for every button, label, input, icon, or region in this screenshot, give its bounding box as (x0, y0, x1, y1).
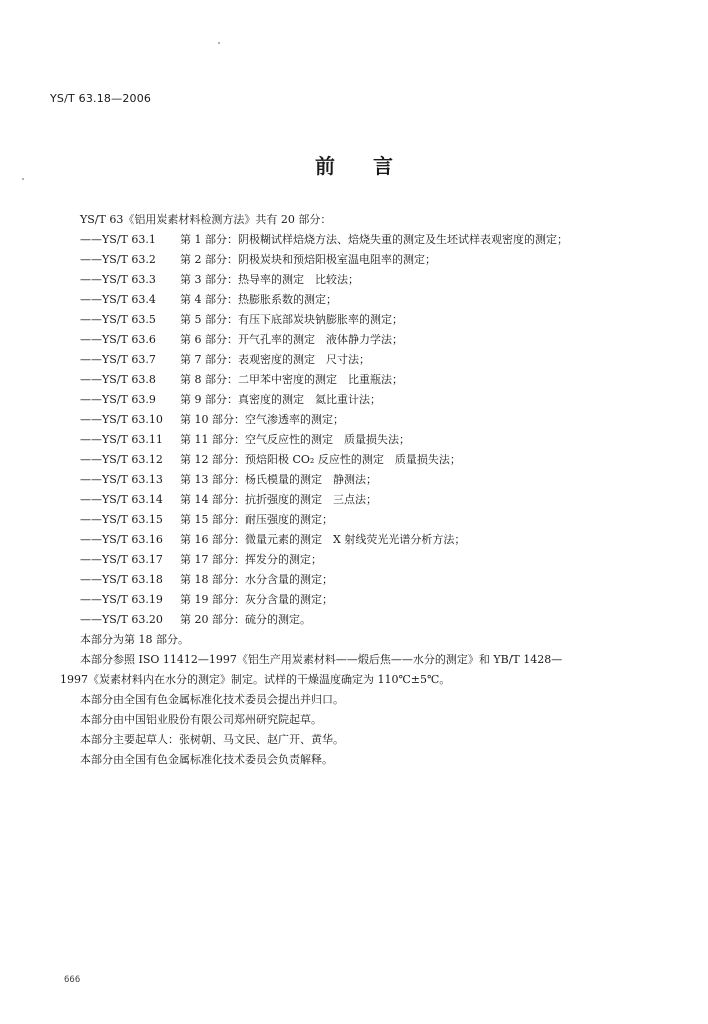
part-code: YS/T 63.13 (102, 473, 163, 486)
part-code: YS/T 63.18 (102, 573, 163, 586)
part-list-item (80, 510, 333, 530)
part-list-item (80, 550, 322, 570)
part-title: 第 11 部分：空气反应性的测定 质量损失法； (180, 433, 410, 446)
standard-code-header: YS/T 63.18—2006 (50, 92, 152, 105)
part-title: 第 7 部分：表观密度的测定 尺寸法； (180, 353, 370, 366)
paragraph-reference-line1: 本部分参照 ISO 11412—1997《铝生产用炭素材料——煅后焦——水分的测定》和 YB/T 1428— (80, 653, 563, 666)
part-list-item (80, 350, 370, 370)
part-code: YS/T 63.14 (102, 493, 163, 506)
list-dash: —— (80, 373, 102, 386)
list-dash: —— (80, 313, 102, 326)
list-dash: —— (80, 513, 102, 526)
scan-speck (218, 42, 220, 44)
part-title: 第 3 部分：热导率的测定 比较法； (180, 273, 359, 286)
list-dash: —— (80, 433, 102, 446)
list-dash: —— (80, 333, 102, 346)
part-code: YS/T 63.4 (102, 293, 156, 306)
part-title: 第 10 部分：空气渗透率的测定； (180, 413, 344, 426)
part-list-item (80, 470, 377, 490)
part-title: 第 15 部分：耐压强度的测定； (180, 513, 333, 526)
paragraph-drafters: 本部分主要起草人：张树朝、马文民、赵广开、黄华。 (80, 733, 344, 746)
list-dash: —— (80, 493, 102, 506)
part-code: YS/T 63.11 (102, 433, 163, 446)
part-list-item (80, 370, 403, 390)
part-title: 第 2 部分：阴极炭块和预焙阳极室温电阻率的测定； (180, 253, 436, 266)
intro-line: YS/T 63《铝用炭素材料检测方法》共有 20 部分： (80, 213, 332, 226)
scan-speck (22, 178, 24, 180)
page-title: 前言 (315, 154, 431, 178)
part-title: 第 12 部分：预焙阳极 CO₂ 反应性的测定 质量损失法； (180, 453, 461, 466)
paragraph-proposer: 本部分由全国有色金属标准化技术委员会提出并归口。 (80, 693, 344, 706)
list-dash: —— (80, 293, 102, 306)
part-title: 第 8 部分：二甲苯中密度的测定 比重瓶法； (180, 373, 403, 386)
part-list-item (80, 450, 461, 470)
part-code: YS/T 63.15 (102, 513, 163, 526)
part-code: YS/T 63.12 (102, 453, 163, 466)
part-list-item (80, 430, 410, 450)
paragraph-reference-line2: 1997《炭素材料内在水分的测定》制定。试样的干燥温度确定为 110℃±5℃。 (60, 673, 451, 686)
part-list-item (80, 490, 377, 510)
page-number: 666 (64, 975, 81, 985)
part-code: YS/T 63.10 (102, 413, 163, 426)
part-title: 第 16 部分：微量元素的测定 X 射线荧光光谱分析方法； (180, 533, 466, 546)
part-list-item (80, 410, 344, 430)
list-dash: —— (80, 253, 102, 266)
list-dash: —— (80, 233, 102, 246)
part-list-item (80, 270, 359, 290)
list-dash: —— (80, 573, 102, 586)
part-code: YS/T 63.20 (102, 613, 163, 626)
paragraph-part-number: 本部分为第 18 部分。 (80, 633, 189, 646)
list-dash: —— (80, 353, 102, 366)
list-dash: —— (80, 533, 102, 546)
part-title: 第 20 部分：硫分的测定。 (180, 613, 311, 626)
part-list-item (80, 390, 381, 410)
part-title: 第 17 部分：挥发分的测定； (180, 553, 322, 566)
part-title: 第 6 部分：开气孔率的测定 液体静力学法； (180, 333, 403, 346)
part-code: YS/T 63.8 (102, 373, 156, 386)
list-dash: —— (80, 413, 102, 426)
list-dash: —— (80, 593, 102, 606)
part-code: YS/T 63.9 (102, 393, 156, 406)
part-code: YS/T 63.1 (102, 233, 156, 246)
part-title: 第 14 部分：抗折强度的测定 三点法； (180, 493, 377, 506)
part-list-item (80, 310, 403, 330)
list-dash: —— (80, 553, 102, 566)
part-title: 第 18 部分：水分含量的测定； (180, 573, 333, 586)
part-code: YS/T 63.2 (102, 253, 156, 266)
part-code: YS/T 63.3 (102, 273, 156, 286)
part-code: YS/T 63.17 (102, 553, 163, 566)
part-code: YS/T 63.19 (102, 593, 163, 606)
paragraph-interpretation: 本部分由全国有色金属标准化技术委员会负责解释。 (80, 753, 333, 766)
part-list-item (80, 290, 337, 310)
part-title: 第 19 部分：灰分含量的测定； (180, 593, 333, 606)
list-dash: —— (80, 273, 102, 286)
part-list-item (80, 590, 333, 610)
part-title: 第 13 部分：杨氏模量的测定 静测法； (180, 473, 377, 486)
part-title: 第 1 部分：阴极糊试样焙烧方法、焙烧失重的测定及生坯试样表观密度的测定； (180, 233, 568, 246)
part-title: 第 4 部分：热膨胀系数的测定； (180, 293, 337, 306)
list-dash: —— (80, 473, 102, 486)
part-list-item (80, 230, 568, 250)
part-list-item (80, 250, 436, 270)
list-dash: —— (80, 453, 102, 466)
part-title: 第 5 部分：有压下底部炭块钠膨胀率的测定； (180, 313, 403, 326)
part-list-item (80, 530, 465, 550)
paragraph-drafter-org: 本部分由中国铝业股份有限公司郑州研究院起草。 (80, 713, 322, 726)
list-dash: —— (80, 613, 102, 626)
part-code: YS/T 63.5 (102, 313, 156, 326)
part-list-item (80, 610, 311, 630)
part-code: YS/T 63.16 (102, 533, 163, 546)
part-list-item (80, 570, 333, 590)
part-title: 第 9 部分：真密度的测定 氦比重计法； (180, 393, 381, 406)
part-code: YS/T 63.7 (102, 353, 156, 366)
part-code: YS/T 63.6 (102, 333, 156, 346)
part-list-item (80, 330, 403, 350)
list-dash: —— (80, 393, 102, 406)
